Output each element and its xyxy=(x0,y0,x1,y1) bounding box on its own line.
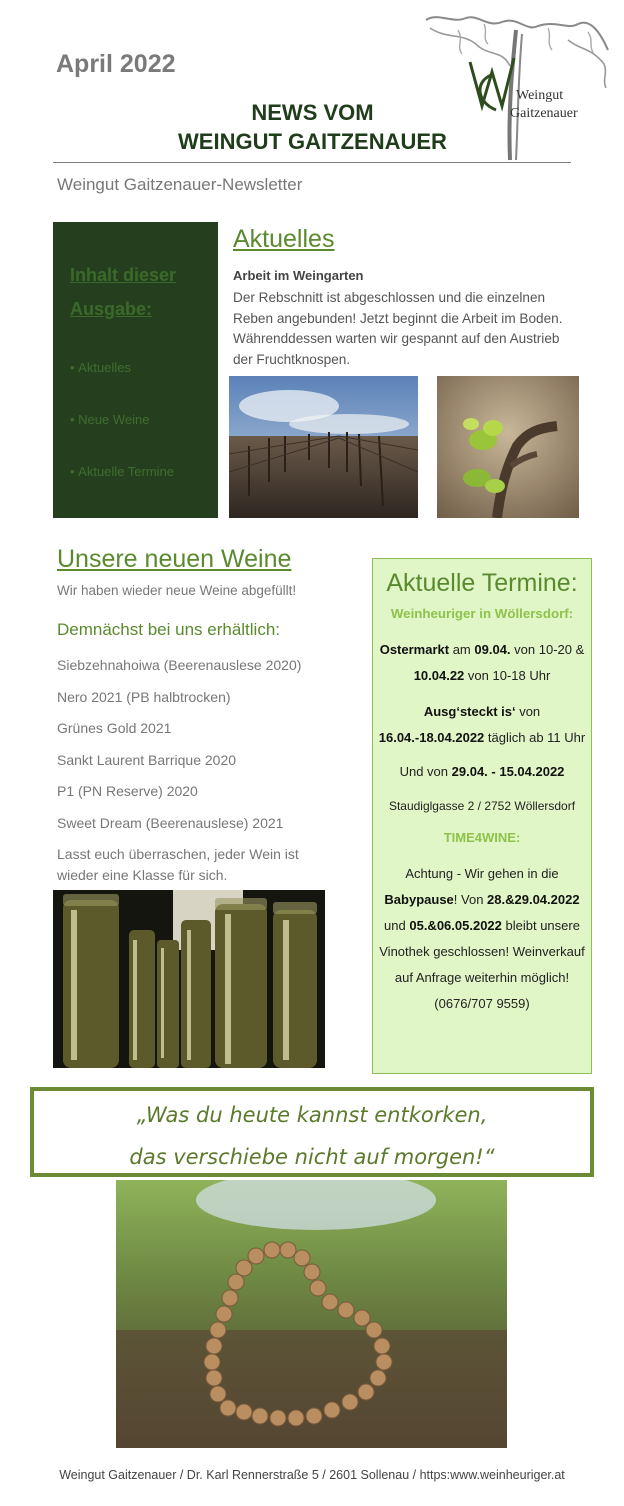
issue-date: April 2022 xyxy=(56,50,176,78)
wine-item: Sankt Laurent Barrique 2020 xyxy=(57,752,237,768)
vineyard-photo xyxy=(229,376,418,518)
time4wine-label: TIME4WINE: xyxy=(443,830,521,845)
date-range: 05.&06.05.2022 xyxy=(409,918,502,933)
date-range: 29.04. - 15.04.2022 xyxy=(451,764,565,779)
text: von 10-18 Uhr xyxy=(464,668,551,683)
text: und xyxy=(384,918,410,933)
bottles-photo xyxy=(53,890,325,1068)
text: ! Von xyxy=(453,892,488,907)
vine-bud-photo xyxy=(437,376,579,518)
header-divider xyxy=(53,162,571,163)
logo-text-line-1: Weingut xyxy=(516,88,564,103)
newsletter-subtitle: Weingut Gaitzenauer-Newsletter xyxy=(57,175,303,194)
ostermarkt-paragraph xyxy=(377,637,587,689)
quote-box xyxy=(30,1087,594,1177)
text: bleibt unsere Vinothek geschlossen! Weinverkauf auf Anfrage weiterhin möglich! (0676/707 9559) xyxy=(379,918,585,1011)
aktuelles-heading: Aktuelles xyxy=(233,225,335,253)
babypause-paragraph xyxy=(377,861,587,1017)
date: 10.04.22 xyxy=(413,668,465,683)
ostermarkt-label: Ostermarkt xyxy=(379,642,450,657)
title-line-1: NEWS VOM xyxy=(251,100,374,125)
toc-title-line-2: Ausgabe: xyxy=(70,299,153,319)
wine-item: Nero 2021 (PB halbtrocken) xyxy=(57,689,231,705)
text: von 10-20 & xyxy=(510,642,585,657)
text: Achtung - Wir gehen in die xyxy=(405,866,559,881)
quote-line-1: „Was du heute kannst entkorken, xyxy=(136,1103,488,1127)
wine-item: Grünes Gold 2021 xyxy=(57,720,172,736)
toc-item-aktuelles[interactable]: • Aktuelles xyxy=(70,360,131,375)
weine-subheading: Demnächst bei uns erhältlich: xyxy=(57,620,281,639)
cork-heart-photo xyxy=(116,1180,507,1448)
toc-item-neue-weine[interactable]: • Neue Weine xyxy=(70,412,149,427)
date-range: 16.04.-18.04.2022 xyxy=(378,730,485,745)
aktuelles-subheading: Arbeit im Weingarten xyxy=(233,268,364,283)
date: 09.04. xyxy=(474,642,511,657)
toc-title-line-1: Inhalt dieser xyxy=(70,265,177,285)
winery-logo xyxy=(418,10,614,168)
title-line-2: WEINGUT GAITZENAUER xyxy=(178,129,447,154)
toc-item-termine[interactable]: • Aktuelle Termine xyxy=(70,464,174,479)
text: Und von xyxy=(399,764,452,779)
address: Staudiglgasse 2 / 2752 Wöllersdorf xyxy=(388,799,576,813)
quote-line-2: das verschiebe nicht auf morgen!“ xyxy=(129,1145,495,1169)
wine-item: P1 (PN Reserve) 2020 xyxy=(57,783,198,799)
text: am xyxy=(449,642,475,657)
wine-item: Sweet Dream (Beerenauslese) 2021 xyxy=(57,815,284,831)
text: von xyxy=(515,704,541,719)
text: täglich ab 11 Uhr xyxy=(484,730,586,745)
footer-address: Weingut Gaitzenauer / Dr. Karl Rennerstraße 5 / 2601 Sollenau / https:www.weinheuriger.at xyxy=(59,1468,565,1482)
termine-box xyxy=(372,558,592,1074)
toc-title xyxy=(70,258,176,326)
date-range: 28.&29.04.2022 xyxy=(487,892,580,907)
aktuelles-text: Der Rebschnitt ist abgeschlossen und die einzelnen Reben angebunden! Jetzt beginnt die Arbeit im Boden. Währenddessen warten wir gespannt auf den Austrieb der Fruchtknospen. xyxy=(233,290,563,367)
weine-intro: Wir haben wieder neue Weine abgefüllt! xyxy=(57,583,297,598)
weine-closing: Lasst euch überraschen, jeder Wein ist wieder eine Klasse für sich. xyxy=(57,846,299,883)
termine-heading: Aktuelle Termine: xyxy=(386,569,578,597)
second-range-paragraph xyxy=(377,759,587,785)
ausgsteckt-label: Ausg‘steckt is‘ xyxy=(423,704,516,719)
babypause-label: Babypause xyxy=(384,892,454,907)
termine-subheading: Weinheuriger in Wöllersdorf: xyxy=(390,606,574,621)
weine-heading: Unsere neuen Weine xyxy=(57,545,292,573)
logo-text-line-2: Gaitzenauer xyxy=(510,106,578,121)
ausgsteckt-paragraph xyxy=(377,699,587,751)
table-of-contents xyxy=(53,222,218,518)
wine-item: Siebzehnahoiwa (Beerenauslese 2020) xyxy=(57,657,302,673)
